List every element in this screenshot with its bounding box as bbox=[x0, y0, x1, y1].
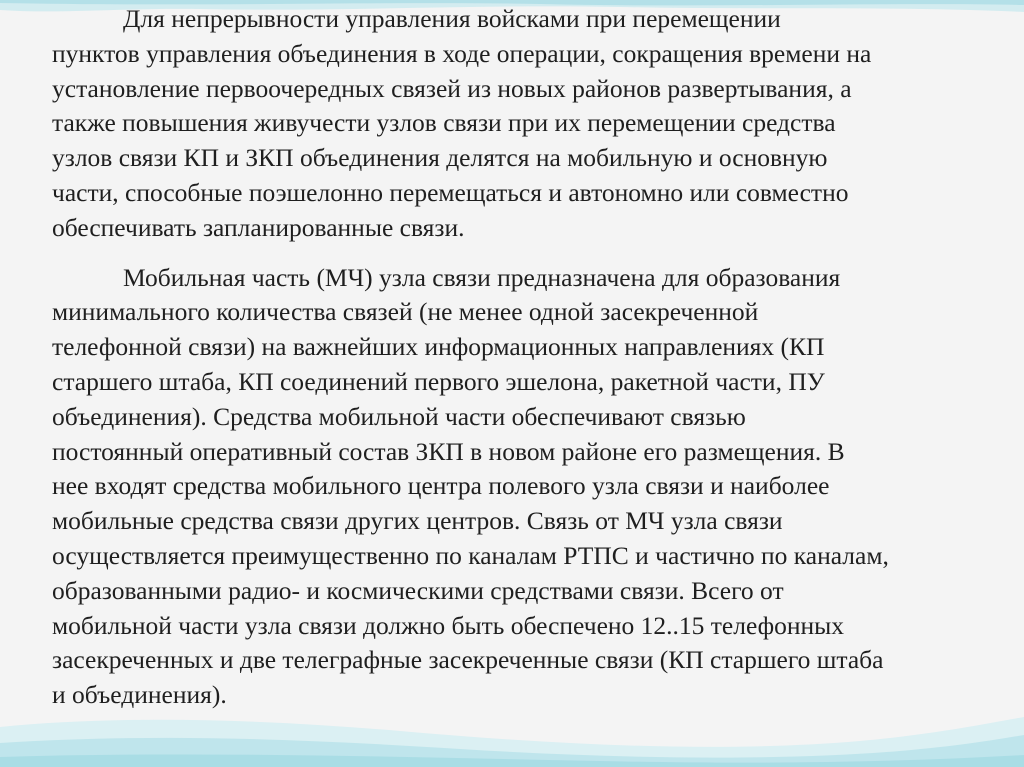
paragraph-2 bbox=[52, 261, 1010, 713]
text-line: установление первоочередных связей из новых районов развертывания, а bbox=[52, 73, 852, 103]
text-line: мобильной части узла связи должно быть обеспечено 12..15 телефонных bbox=[52, 610, 845, 640]
paragraph-1 bbox=[52, 2, 1010, 246]
text-line: обеспечивать запланированные связи. bbox=[52, 212, 465, 242]
text-line: объединения). Средства мобильной части обеспечивают связью bbox=[52, 401, 746, 431]
text-line: и объединения). bbox=[52, 680, 227, 710]
text-line: постоянный оперативный состав ЗКП в новом районе его размещения. В bbox=[52, 436, 845, 466]
text-line: Мобильная часть (МЧ) узла связи предназначена для образования bbox=[123, 262, 841, 292]
text-line: осуществляется преимущественно по каналам РТПС и частично по каналам, bbox=[52, 540, 889, 570]
text-line: пунктов управления объединения в ходе операции, сокращения времени на bbox=[52, 38, 872, 68]
text-line: старшего штаба, КП соединений первого эшелона, ракетной части, ПУ bbox=[52, 366, 825, 396]
text-line: Для непрерывности управления войсками при перемещении bbox=[123, 4, 781, 33]
text-line: части, способные поэшелонно перемещаться и автономно или совместно bbox=[52, 177, 849, 207]
text-line: мобильные средства связи других центров. Связь от МЧ узла связи bbox=[52, 506, 783, 536]
text-line: засекреченных и две телеграфные засекреченные связи (КП старшего штаба bbox=[52, 645, 884, 675]
text-line: также повышения живучести узлов связи при их перемещении средства bbox=[52, 108, 836, 138]
slide-body-text bbox=[52, 2, 1010, 713]
text-line: телефонной связи) на важнейших информационных направлениях (КП bbox=[52, 332, 825, 362]
text-line: минимального количества связей (не менее одной засекреченной bbox=[52, 297, 759, 327]
text-line: нее входят средства мобильного центра полевого узла связи и наиболее bbox=[52, 471, 830, 501]
text-line: узлов связи КП и ЗКП объединения делятся на мобильную и основную bbox=[52, 143, 828, 173]
text-line: образованными радио- и космическими средствами связи. Всего от bbox=[52, 575, 784, 605]
